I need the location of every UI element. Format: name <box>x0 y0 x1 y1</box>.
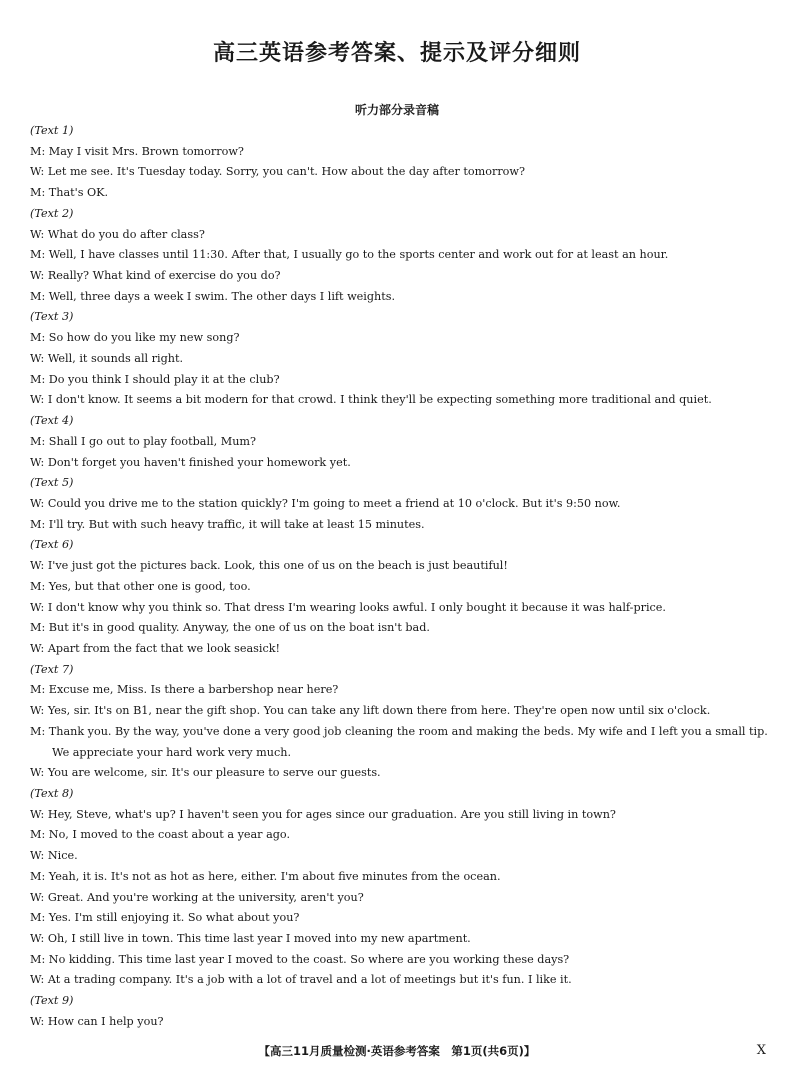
transcript-line: W: Great. And you're working at the university, aren't you? <box>30 890 364 904</box>
transcript-line: W: Yes, sir. It's on B1, near the gift shop. You can take any lift down there from here. They're open now until six o'clock. <box>30 704 711 718</box>
transcript-line: M: Yes, but that other one is good, too. <box>30 579 251 593</box>
transcript-body <box>30 121 780 1033</box>
transcript-line: M: So how do you like my new song? <box>30 331 240 345</box>
transcript-line: W: I don't know. It seems a bit modern for that crowd. I think they'll be expecting something more traditional and quiet. <box>30 393 712 407</box>
transcript-line: M: But it's in good quality. Anyway, the one of us on the boat isn't bad. <box>30 621 430 635</box>
transcript-line: M: Yeah, it is. It's not as hot as here, either. I'm about five minutes from the ocean. <box>30 869 501 883</box>
text-marker: (Text 1) <box>30 124 74 137</box>
transcript-line: W: How can I help you? <box>30 1014 164 1028</box>
page-footer: 【高三11月质量检测·英语参考答案 第1页(共6页)】 <box>258 1044 536 1058</box>
text-marker: (Text 6) <box>30 538 74 552</box>
transcript-line: W: Could you drive me to the station quickly? I'm going to meet a friend at 10 o'clock. But it's 9:50 now. <box>30 496 621 510</box>
transcript-line: M: No, I moved to the coast about a year ago. <box>30 828 291 842</box>
text-marker: (Text 7) <box>30 662 74 676</box>
text-marker: (Text 2) <box>30 206 74 220</box>
footer-corner-mark: X <box>756 1043 766 1058</box>
transcript-line: W: Nice. <box>30 849 78 863</box>
transcript-line: W: Hey, Steve, what's up? I haven't seen you for ages since our graduation. Are you still living in town? <box>30 807 616 821</box>
transcript-line: W: Really? What kind of exercise do you do? <box>30 269 281 283</box>
text-marker: (Text 4) <box>30 414 74 428</box>
transcript-line: W: Apart from the fact that we look seasick! <box>30 641 281 655</box>
transcript-line: M: Thank you. By the way, you've done a very good job cleaning the room and making the beds. My wife and I left you a small tip. <box>30 724 768 738</box>
transcript-line: M: Well, three days a week I swim. The other days I lift weights. <box>30 289 396 303</box>
text-marker: (Text 8) <box>30 787 74 800</box>
transcript-line: W: At a trading company. It's a job with a lot of travel and a lot of meetings but it's fun. I like it. <box>30 973 572 987</box>
transcript-line: W: What do you do after class? <box>30 227 205 241</box>
transcript-line: W: Oh, I still live in town. This time last year I moved into my new apartment. <box>30 932 471 946</box>
transcript-line: M: I'll try. But with such heavy traffic, it will take at least 15 minutes. <box>30 517 425 531</box>
transcript-line: M: Yes. I'm still enjoying it. So what about you? <box>30 911 300 925</box>
transcript-line: M: Do you think I should play it at the club? <box>30 372 280 386</box>
transcript-line: M: Well, I have classes until 11:30. After that, I usually go to the sports center and work out for at least an hour. <box>30 248 669 262</box>
transcript-line: W: I've just got the pictures back. Look, this one of us on the beach is just beautiful! <box>30 559 508 573</box>
text-marker: (Text 9) <box>30 994 74 1008</box>
text-marker: (Text 5) <box>30 476 74 490</box>
page-title: 高三英语参考答案、提示及评分细则 <box>212 41 581 66</box>
transcript-line: M: May I visit Mrs. Brown tomorrow? <box>30 144 244 158</box>
section-title: 听力部分录音稿 <box>354 103 439 117</box>
transcript-line: W: Well, it sounds all right. <box>30 351 184 365</box>
transcript-line: W: I don't know why you think so. That dress I'm wearing looks awful. I only bought it because it was half-price. <box>30 600 666 614</box>
transcript-line: M: Excuse me, Miss. Is there a barbershop near here? <box>30 683 339 697</box>
transcript-line: W: Let me see. It's Tuesday today. Sorry, you can't. How about the day after tomorrow? <box>30 165 525 179</box>
transcript-line: M: No kidding. This time last year I moved to the coast. So where are you working these days? <box>30 952 570 966</box>
transcript-line: M: Shall I go out to play football, Mum? <box>30 434 257 448</box>
text-marker: (Text 3) <box>30 310 74 324</box>
transcript-line: W: You are welcome, sir. It's our pleasure to serve our guests. <box>30 766 381 780</box>
transcript-line-continuation: We appreciate your hard work very much. <box>52 745 292 759</box>
transcript-line: M: That's OK. <box>30 186 109 200</box>
transcript-line: W: Don't forget you haven't finished your homework yet. <box>30 455 351 469</box>
